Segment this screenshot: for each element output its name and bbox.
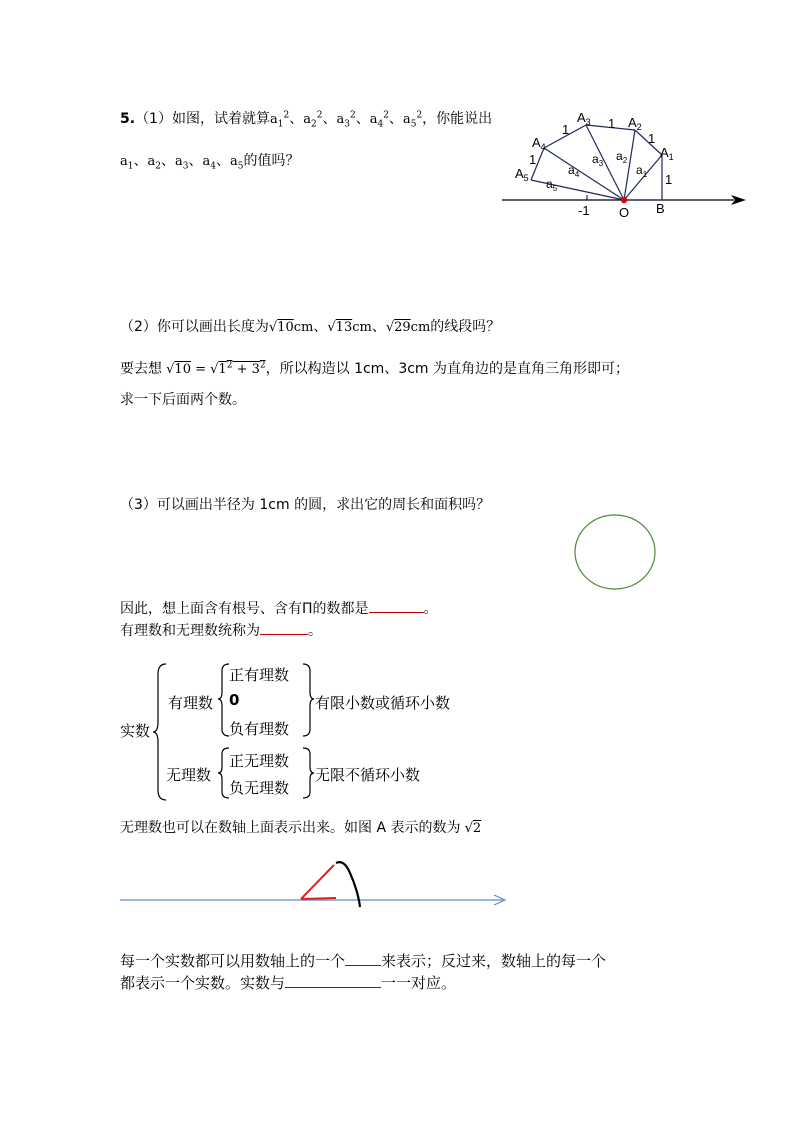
sqrt-29cm: √29cm bbox=[385, 320, 431, 335]
corr-text-b: 来表示；反过来，数轴上的每一个 bbox=[381, 952, 607, 970]
term-a2-sq: $a_2^2$ bbox=[303, 110, 323, 130]
sqrt-2: √2 bbox=[460, 821, 482, 836]
term-a5-sq: $a_5^2$ bbox=[402, 110, 423, 130]
q3-text: 可以画出半径为 1cm 的圆，求出它的周长和面积吗？ bbox=[156, 497, 491, 513]
q2-line2 bbox=[120, 358, 629, 378]
label-A4: $A_4$ bbox=[532, 135, 546, 152]
answer-blank-1[interactable] bbox=[369, 600, 424, 613]
q2-line3: 求一下后面两个数。 bbox=[120, 392, 246, 408]
origin-point bbox=[621, 197, 627, 203]
period: 。 bbox=[308, 623, 322, 639]
sep: 、 bbox=[313, 319, 328, 335]
irrational-item-positive: 正无理数 bbox=[229, 752, 290, 770]
corr-text-c: 都表示一个实数。实数与 bbox=[120, 974, 286, 992]
hypotenuse-segment bbox=[301, 865, 334, 899]
summary-text-b: 的数都是 bbox=[312, 601, 369, 617]
irrational-label: 无理数 bbox=[166, 766, 212, 784]
segment-a5 bbox=[531, 180, 624, 200]
term-a3-sq: $a_3^2$ bbox=[336, 110, 356, 130]
summary-line1 bbox=[120, 598, 438, 618]
label-a4: $a_4$ bbox=[568, 163, 580, 179]
rational-right-brace bbox=[301, 662, 315, 738]
pi-symbol: Π bbox=[302, 601, 313, 617]
question-number: 5. bbox=[120, 111, 136, 127]
term-a3: $a_3$ bbox=[175, 154, 189, 172]
sep: 、 bbox=[371, 319, 386, 335]
term-a5: $a_5$ bbox=[230, 154, 244, 172]
label-a2: $a_2$ bbox=[616, 149, 628, 165]
q2-line2-a: 要去想 bbox=[120, 361, 162, 377]
answer-blank-3[interactable] bbox=[345, 953, 381, 966]
term-a2: $a_2$ bbox=[147, 154, 161, 172]
sqrt-10cm: √10cm bbox=[268, 320, 314, 335]
period: 。 bbox=[423, 601, 438, 617]
q2-text-a: 你可以画出长度为 bbox=[156, 319, 269, 335]
correspondence-line1 bbox=[120, 950, 606, 971]
base-segment bbox=[301, 898, 336, 899]
numberline-figure bbox=[118, 855, 510, 911]
label-a1: $a_1$ bbox=[636, 163, 648, 179]
summary-line2 bbox=[120, 620, 322, 640]
label-one-A3A4: 1 bbox=[562, 122, 570, 137]
sep: 、 bbox=[188, 153, 203, 169]
part-label: （3） bbox=[120, 497, 157, 513]
label-O: O bbox=[619, 205, 630, 220]
irrational-right-brace bbox=[301, 746, 315, 800]
label-A1: $A_1$ bbox=[660, 145, 674, 162]
summary-text-a: 因此，想上面含有根号、含有 bbox=[120, 601, 302, 617]
irrational-item-negative: 负无理数 bbox=[229, 779, 290, 797]
term-a4-sq: $a_4^2$ bbox=[369, 110, 389, 130]
label-one-A2A3: 1 bbox=[608, 116, 616, 131]
label-A3: $A_3$ bbox=[577, 110, 591, 127]
corr-text-a: 每一个实数都可以用数轴上的一个 bbox=[120, 952, 346, 970]
rational-item-zero: 0 bbox=[229, 691, 240, 709]
numberline-text bbox=[120, 817, 481, 837]
q3-line bbox=[120, 494, 490, 514]
sep: 、 bbox=[289, 111, 304, 127]
sep: 、 bbox=[161, 153, 175, 169]
sep: 、 bbox=[133, 153, 148, 169]
q1-line2-suffix: 的值吗？ bbox=[243, 153, 300, 169]
label-minus-one: -1 bbox=[578, 203, 590, 218]
equation: $√10 = √1^2 + 3^2$ bbox=[162, 360, 266, 377]
summary-text-c: 有理数和无理数统称为 bbox=[120, 623, 260, 639]
rational-item-positive: 正有理数 bbox=[229, 666, 290, 684]
rational-note: 有限小数或循环小数 bbox=[315, 694, 451, 712]
answer-blank-4[interactable] bbox=[285, 975, 381, 988]
spiral-figure bbox=[498, 108, 750, 220]
label-a5: $a_5$ bbox=[546, 177, 558, 193]
term-a4: $a_4$ bbox=[202, 154, 216, 172]
sqrt-13cm: √13cm bbox=[327, 320, 372, 335]
rational-item-negative: 负有理数 bbox=[229, 720, 290, 738]
q1-intro: 如图，试着就算 bbox=[171, 111, 270, 127]
term-a1: $a_1$ bbox=[120, 154, 134, 172]
numberline-sentence: 无理数也可以在数轴上面表示出来。如图 A 表示的数为 bbox=[120, 820, 461, 836]
label-A5: $A_5$ bbox=[515, 166, 529, 183]
rational-label: 有理数 bbox=[168, 694, 214, 712]
irrational-note: 无限不循环小数 bbox=[315, 766, 421, 784]
sep: 、 bbox=[216, 153, 230, 169]
q1-tail: ，你能说出 bbox=[422, 111, 493, 127]
label-A2: $A_2$ bbox=[628, 115, 642, 132]
sep: 、 bbox=[355, 111, 370, 127]
part-label: （2） bbox=[120, 319, 157, 335]
label-a3: $a_3$ bbox=[592, 152, 604, 168]
label-B: B bbox=[656, 201, 665, 216]
q1-line2 bbox=[120, 150, 300, 172]
circle-figure bbox=[572, 512, 658, 592]
term-a1-sq: $a_1^2$ bbox=[269, 110, 290, 130]
label-one-A1A2: 1 bbox=[648, 131, 656, 146]
sep: 、 bbox=[322, 111, 337, 127]
corr-text-d: 一一对应。 bbox=[381, 974, 457, 992]
correspondence-line2 bbox=[120, 972, 456, 993]
q2-line1 bbox=[120, 316, 500, 336]
label-one-BA1: 1 bbox=[665, 172, 673, 187]
part-label: （1） bbox=[135, 111, 172, 127]
q2-text-b: 的线段吗？ bbox=[430, 319, 501, 335]
q2-line2-b: ，所以构造以 1cm、3cm 为直角边的是直角三角形即可； bbox=[265, 361, 630, 377]
q1-line1 bbox=[120, 108, 492, 130]
answer-blank-2[interactable] bbox=[260, 622, 308, 635]
label-one-A4A5: 1 bbox=[529, 152, 537, 167]
tree-root: 实数 bbox=[120, 722, 151, 740]
sep: 、 bbox=[388, 111, 403, 127]
